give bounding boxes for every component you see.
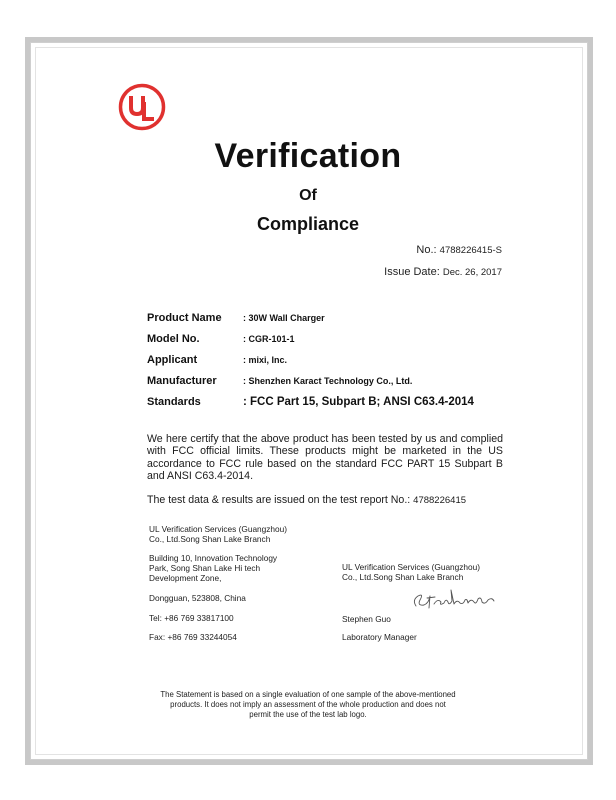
- signatory-org-line: UL Verification Services (Guangzhou): [342, 562, 481, 572]
- issue-date-value: Dec. 26, 2017: [442, 267, 502, 278]
- issuer-city: Dongguan, 523808, China: [149, 593, 246, 603]
- field-value: : CGR-101-1: [243, 333, 295, 344]
- field-product-name: [147, 307, 527, 328]
- product-fields: [147, 307, 527, 412]
- signatory-name: Stephen Guo: [342, 614, 391, 624]
- test-report-number: 4788226415: [413, 495, 467, 506]
- field-label: Product Name: [147, 311, 222, 324]
- certificate-number-value: 4788226415-S: [439, 245, 502, 256]
- statement-line: permit the use of the test lab logo.: [249, 710, 367, 719]
- issuer-name-line: Co., Ltd.Song Shan Lake Branch: [149, 534, 271, 544]
- issuer-address-line: Park, Song Shan Lake Hi tech: [149, 563, 261, 573]
- document-subtitle-compliance: Compliance: [256, 214, 360, 234]
- field-applicant: [147, 349, 527, 370]
- test-report-prefix: The test data & results are issued on the test report No.:: [147, 494, 411, 506]
- field-label: Model No.: [147, 332, 200, 345]
- field-label: Standards: [147, 395, 201, 408]
- issuer-tel: Tel: +86 769 33817100: [149, 613, 234, 623]
- signatory-org-line: Co., Ltd.Song Shan Lake Branch: [342, 572, 464, 582]
- issuer-address-line: Building 10, Innovation Technology: [149, 553, 278, 563]
- field-model-no: [147, 328, 527, 349]
- certification-statement: We here certify that the above product has been tested by us and complied with FCC official limits. These products might be marketed in the US accordance to FCC rule based on the standard FCC PART 15 Subpart B and ANSI C63.4-2014.: [147, 433, 503, 483]
- issuer-address-line: Development Zone,: [149, 573, 222, 583]
- statement-disclaimer: [0, 690, 616, 720]
- field-value: : FCC Part 15, Subpart B; ANSI C63.4-2014: [243, 395, 474, 408]
- document-title: Verification: [214, 137, 402, 175]
- issuer-name: [149, 524, 287, 544]
- issuer-address: [149, 553, 277, 583]
- issue-date: [384, 266, 502, 278]
- ul-logo-icon: [118, 83, 166, 131]
- field-value: : Shenzhen Karact Technology Co., Ltd.: [243, 375, 413, 386]
- statement-line: products. It does not imply an assessment of the whole production and does not: [170, 700, 446, 709]
- field-value: : 30W Wall Charger: [243, 312, 325, 323]
- issue-date-label: Issue Date:: [384, 266, 440, 278]
- test-report-line: [147, 494, 466, 506]
- certificate-number-label: No.:: [416, 244, 437, 256]
- field-label: Applicant: [147, 353, 198, 366]
- issuer-name-line: UL Verification Services (Guangzhou): [149, 524, 288, 534]
- document-subtitle-of: Of: [299, 187, 317, 204]
- certificate-number: [416, 244, 502, 256]
- field-standards: [147, 391, 527, 412]
- statement-line: The Statement is based on a single evaluation of one sample of the above-mentioned: [160, 690, 456, 699]
- signatory-organization: [342, 562, 480, 582]
- field-label: Manufacturer: [147, 374, 217, 387]
- signature-image: [408, 586, 498, 612]
- signatory-title: Laboratory Manager: [342, 632, 417, 642]
- field-manufacturer: [147, 370, 527, 391]
- field-value: : mixi, Inc.: [243, 354, 288, 365]
- issuer-fax: Fax: +86 769 33244054: [149, 632, 237, 642]
